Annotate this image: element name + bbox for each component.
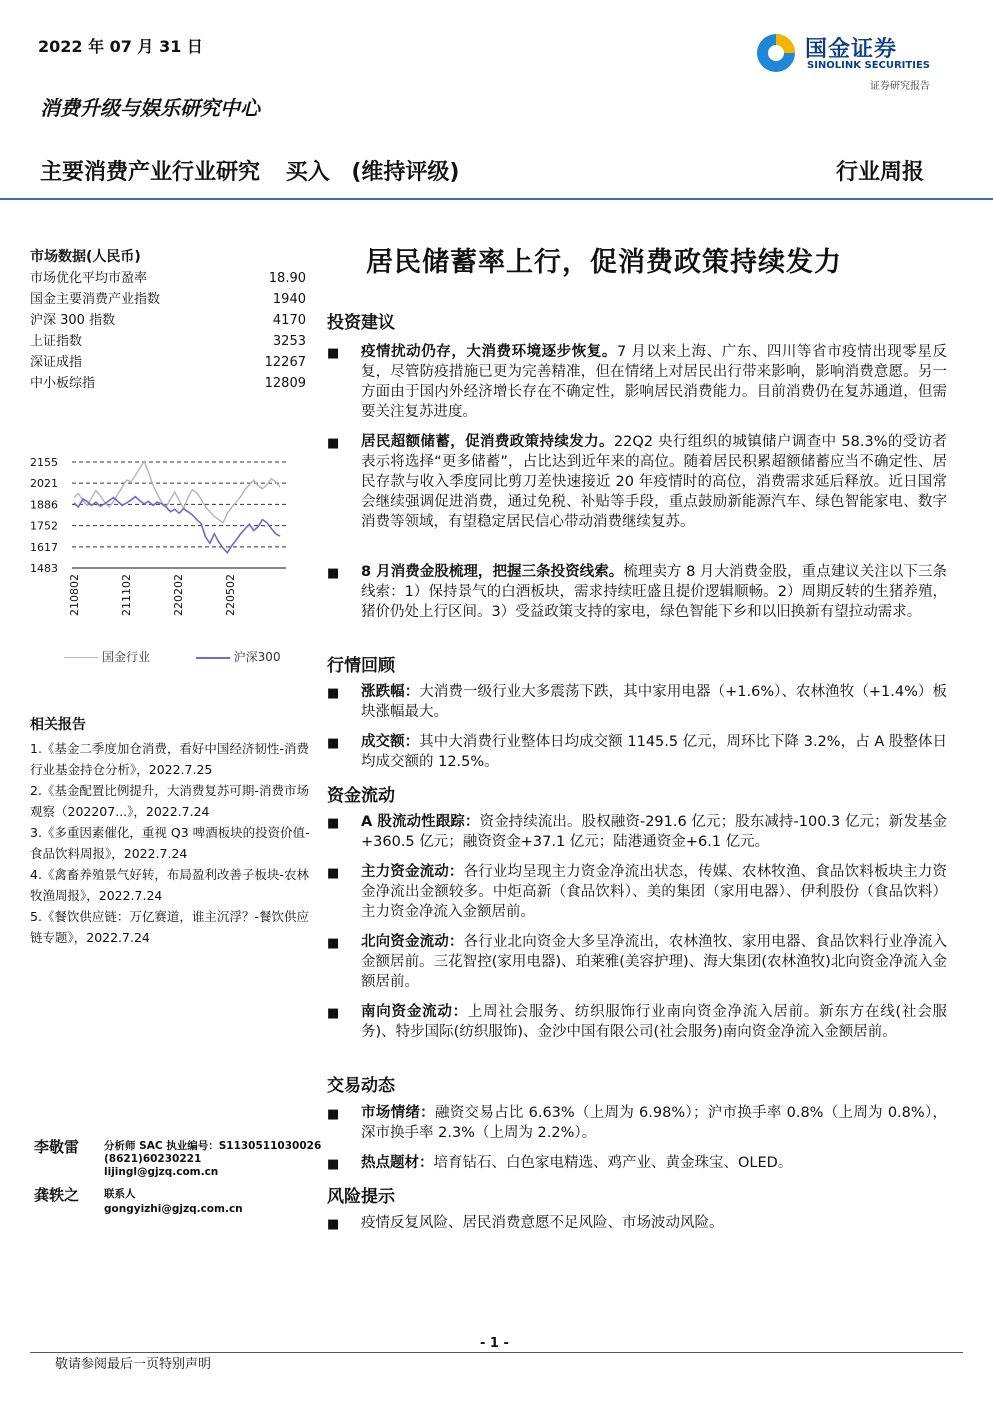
bullet-item: ■ A 股流动性跟踪：资金持续流出。股权融资-291.6 亿元；股东减持-100.3 亿元；新发基金+360.5 亿元；融资资金+37.1 亿元；陆港通资金+6.1 亿元。: [327, 814, 947, 850]
market-label: 国金主要消费产业指数: [30, 292, 161, 307]
related-report-item[interactable]: 1.《基金二季度加仓消费，看好中国经济韧性-消费行业基金持仓分析》，2022.7.25: [30, 741, 309, 777]
x-tick-label: 220502: [224, 574, 237, 616]
market-value: 12809: [264, 376, 306, 391]
y-tick-label: 2021: [30, 477, 58, 491]
market-row: [30, 310, 306, 331]
rating: 买入: [285, 160, 330, 185]
bullet-square-icon: ■: [327, 736, 340, 751]
logo-subtitle: 证券研究报告: [870, 81, 930, 92]
market-row: [30, 373, 306, 394]
contact-name: 龚轶之: [34, 1186, 80, 1204]
section-fund: 资金流动: [327, 786, 395, 806]
series-line-industry: [74, 461, 280, 523]
bullet-item: ■ 8 月消费金股梳理，把握三条投资线索。梳理卖方 8 月大消费金股，重点建议关注以下三条线索：1）保持景气的白酒板块，需求持续旺盛且提价逻辑顺畅。2）周期反转的生猪养殖，猪价仍处上行区间。3）受益政策支持的家电，绿色智能下乡和以旧换新有望拉动需求。: [327, 564, 947, 620]
logo-mark-icon: [755, 32, 797, 74]
market-value: 12267: [264, 355, 306, 370]
bullet-item: ■ 北向资金流动：各行业北向资金大多呈净流出，农林渔牧、家用电器、食品饮料行业净流入金额居前。三花智控(家用电器)、珀莱雅(美容护理)、海大集团(农林渔牧)北向资金净流入金额居前。: [327, 934, 947, 990]
analyst-email[interactable]: lijingl@gjzq.com.cn: [104, 1166, 219, 1178]
report-title: 居民储蓄率上行，促消费政策持续发力: [366, 247, 842, 278]
report-type: 行业周报: [836, 159, 925, 185]
bullet-square-icon: ■: [327, 1107, 340, 1122]
legend-line-hs300: [196, 657, 230, 659]
bullet-square-icon: ■: [327, 866, 340, 881]
research-center-name: 消费升级与娱乐研究中心: [40, 96, 260, 120]
bullet-item: ■ 成交额：其中大消费行业整体日均成交额 1145.5 亿元，周环比下降 3.2%，占 A 股整体日均成交额的 12.5%。: [327, 734, 948, 770]
industry-name: 主要消费产业行业研究: [40, 160, 261, 185]
y-tick-label: 1886: [30, 498, 58, 512]
y-tick-label: 1752: [30, 519, 58, 533]
index-trend-chart: [28, 448, 298, 638]
market-row: [30, 331, 306, 352]
bullet-square-icon: ■: [327, 1157, 340, 1172]
bullet-item: ■ 涨跌幅：大消费一级行业大多震荡下跌，其中家用电器（+1.6%）、农林渔牧（+1.4%）板块涨幅最大。: [327, 684, 947, 720]
market-label: 中小板综指: [30, 376, 96, 391]
bullet-square-icon: ■: [327, 1217, 340, 1232]
bullet-square-icon: ■: [327, 346, 340, 361]
legend-label-industry: 国金行业: [102, 650, 151, 664]
section-risk: 风险提示: [327, 1187, 395, 1207]
bullet-item: ■ 疫情反复风险、居民消费意愿不足风险、市场波动风险。: [327, 1213, 947, 1233]
contact-info: [104, 1188, 243, 1216]
market-data-heading: 市场数据(人民币): [30, 249, 141, 265]
market-label: 沪深 300 指数: [30, 313, 116, 328]
market-value: 18.90: [268, 271, 306, 286]
series-line-hs300: [74, 497, 280, 553]
bullet-item: ■ 市场情绪：融资交易占比 6.63%（上周为 6.98%）；沪市换手率 0.8%（上周为 0.8%），深市换手率 2.3%（上周为 2.2%）。: [327, 1105, 947, 1141]
page-number: - 1 -: [480, 1336, 509, 1351]
bullet-square-icon: ■: [327, 816, 340, 831]
market-row: [30, 268, 306, 289]
bullet-item: ■ 疫情扰动仍存，大消费环境逐步恢复。7 月以来上海、广东、四川等省市疫情出现零星反复，尽管防疫措施已更为完善精准，但在情绪上对居民出行带来影响，影响消费意愿。另一方面由于国内外经济增长存在不确定性，影响居民消费能力。目前消费仍在复苏通道，但需要关注复苏进度。: [327, 344, 947, 420]
market-label: 市场优化平均市盈率: [30, 271, 148, 286]
x-tick-label: 220202: [172, 574, 185, 616]
bullet-square-icon: ■: [327, 436, 340, 451]
bullet-square-icon: ■: [327, 1006, 340, 1021]
section-invest: 投资建议: [327, 313, 395, 333]
market-label: 深证成指: [30, 355, 83, 370]
related-report-item[interactable]: 3.《多重因素催化，重视 Q3 啤酒板块的投资价值-食品饮料周报》，2022.7.24: [30, 825, 310, 861]
bullet-item: ■ 南向资金流动：上周社会服务、纺织服饰行业南向资金净流入居前。新东方在线(社会服务)、特步国际(纺织服饰)、金沙中国有限公司(社会服务)南向资金净流入金额居前。: [327, 1004, 947, 1040]
bullet-item: ■ 热点题材：培育钻石、白色家电精选、鸡产业、黄金珠宝、OLED。: [327, 1153, 947, 1173]
legend-label-hs300: 沪深300: [233, 650, 281, 664]
market-value: 1940: [272, 292, 306, 307]
analyst-sac-id: 分析师 SAC 执业编号：S1130511030026: [104, 1140, 322, 1152]
x-tick-label: 211102: [120, 574, 133, 616]
rating-note: (维持评级): [351, 160, 460, 185]
market-row: [30, 352, 306, 373]
bullet-item: ■ 居民超额储蓄，促消费政策持续发力。22Q2 央行组织的城镇储户调查中 58.3%的受访者表示将选择“更多储蓄”，占比达到近年来的高位。随着居民积累超额储蓄应当不确定性、居民存款与收入季度同比剪刀差快速接近 20 年疫情时的高位，消费需求延后释放。近日国常会继续强调促进消费，通过免税、补贴等手段，重点鼓励新能源汽车、绿色智能家电、数字消费等领域，有望稳定居民信心带动消费继续复苏。: [327, 434, 947, 530]
analyst-phone: (8621)60230221: [104, 1153, 202, 1165]
footer-disclaimer: 敬请参阅最后一页特别声明: [55, 1357, 212, 1372]
related-report-item[interactable]: 5.《餐饮供应链：万亿赛道，谁主沉浮？-餐饮供应链专题》，2022.7.24: [30, 909, 309, 945]
industry-rating-line: [40, 155, 460, 186]
section-review: 行情回顾: [327, 656, 395, 676]
logo-chinese-name: 国金证券: [805, 37, 898, 62]
bullet-item: ■ 主力资金流动：各行业均呈现主力资金净流出状态，传媒、农林牧渔、食品饮料板块主力资金净流出金额较多。中炬高新（食品饮料）、美的集团（家用电器）、伊利股份（食品饮料）主力资金净流入金额居前。: [327, 864, 947, 920]
related-reports-list: [30, 738, 320, 948]
legend-line-industry: [64, 657, 98, 658]
related-report-item[interactable]: 2.《基金配置比例提升，大消费复苏可期-消费市场观察（202207...》，2022.7.24: [30, 783, 309, 819]
contact-email[interactable]: gongyizhi@gjzq.com.cn: [104, 1203, 243, 1215]
analyst-info: [104, 1140, 321, 1179]
y-tick-label: 2155: [30, 456, 58, 469]
analyst-name: 李敬雷: [34, 1138, 80, 1156]
market-label: 上证指数: [30, 334, 83, 349]
header-divider: [0, 198, 993, 200]
related-report-item[interactable]: 4.《禽畜养殖景气好转，布局盈利改善子板块-农林牧渔周报》，2022.7.24: [30, 867, 309, 903]
section-trade: 交易动态: [327, 1076, 395, 1096]
market-data-table: [30, 268, 306, 394]
market-row: [30, 289, 306, 310]
y-tick-label: 1617: [30, 540, 58, 554]
chart-legend: [64, 648, 281, 665]
y-tick-label: 1483: [30, 562, 58, 575]
bullet-square-icon: ■: [327, 686, 340, 701]
market-value: 4170: [272, 313, 306, 328]
report-date: 2022 年 07 月 31 日: [38, 37, 203, 56]
market-value: 3253: [272, 334, 306, 349]
contact-role: 联系人: [104, 1188, 136, 1200]
related-reports-heading: 相关报告: [30, 717, 86, 733]
company-logo: [755, 30, 945, 92]
bullet-square-icon: ■: [327, 566, 340, 581]
bullet-square-icon: ■: [327, 936, 340, 951]
logo-english-name: SINOLINK SECURITIES: [807, 60, 930, 71]
x-tick-label: 210802: [68, 574, 81, 616]
